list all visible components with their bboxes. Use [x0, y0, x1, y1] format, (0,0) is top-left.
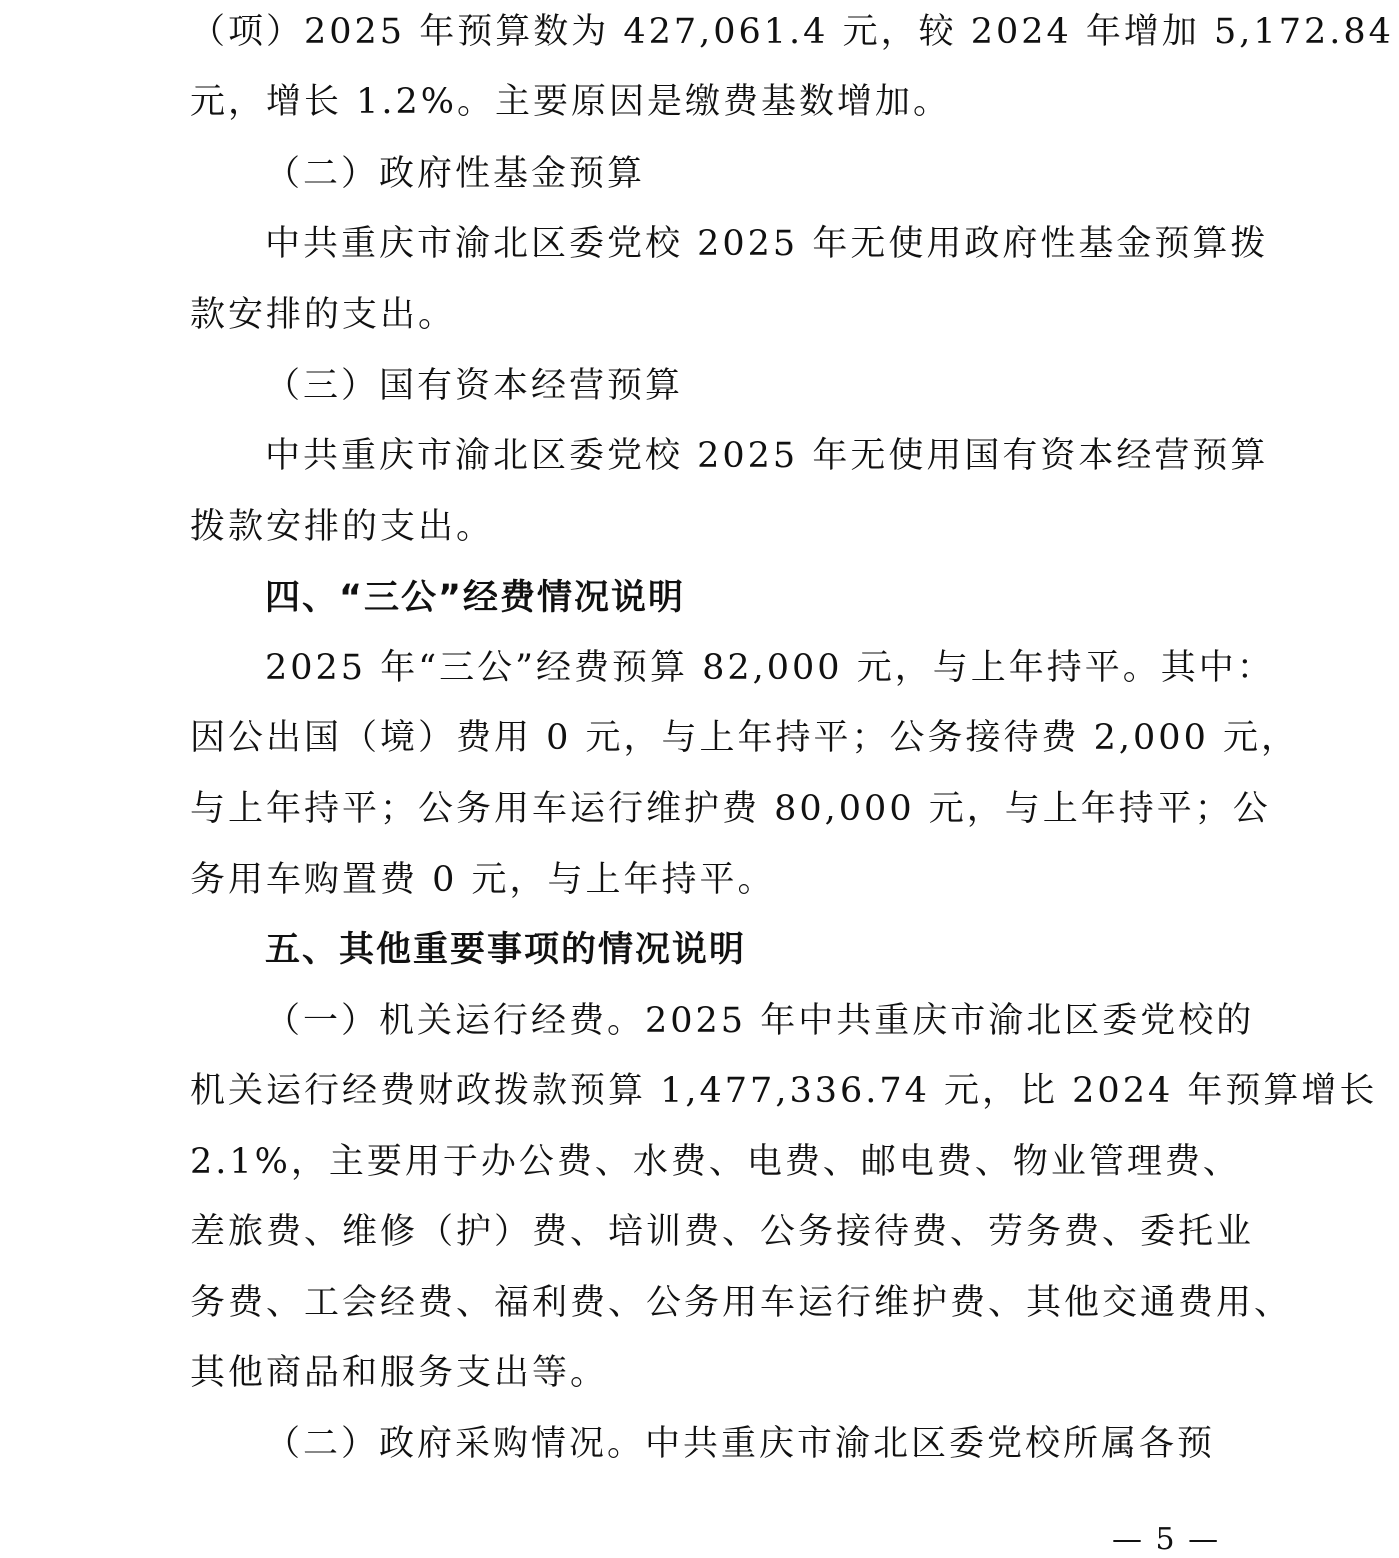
subsection-heading: （二）政府性基金预算 — [265, 154, 646, 194]
text-line: 务用车购置费 0 元，与上年持平。 — [190, 860, 776, 900]
text-line: 因公出国（境）费用 0 元，与上年持平；公务接待费 2,000 元， — [190, 718, 1299, 758]
text-line: 中共重庆市渝北区委党校 2025 年无使用政府性基金预算拨 — [265, 224, 1269, 264]
section-heading: 五、其他重要事项的情况说明 — [265, 930, 747, 970]
text-line: 与上年持平；公务用车运行维护费 80,000 元，与上年持平；公 — [190, 789, 1271, 829]
text-line: 款安排的支出。 — [190, 295, 457, 335]
text-line: 务费、工会经费、福利费、公务用车运行维护费、其他交通费用、 — [190, 1283, 1293, 1323]
text-line: 拨款安排的支出。 — [190, 507, 495, 547]
section-heading: 四、“三公”经费情况说明 — [265, 578, 686, 618]
subsection-heading: （三）国有资本经营预算 — [265, 366, 684, 406]
text-line: （一）机关运行经费。2025 年中共重庆市渝北区委党校的 — [265, 1001, 1255, 1041]
page-number: — 5 — — [1112, 1522, 1221, 1557]
text-line: （二）政府采购情况。中共重庆市渝北区委党校所属各预 — [265, 1424, 1216, 1464]
text-line: 2.1%，主要用于办公费、水费、电费、邮电费、物业管理费、 — [190, 1142, 1241, 1182]
text-line: 元，增长 1.2%。主要原因是缴费基数增加。 — [190, 82, 952, 122]
text-line: 2025 年“三公”经费预算 82,000 元，与上年持平。其中： — [265, 648, 1275, 688]
text-line: （项）2025 年预算数为 427,061.4 元，较 2024 年增加 5,172.84 — [190, 12, 1394, 52]
text-line: 其他商品和服务支出等。 — [190, 1353, 609, 1393]
text-line: 中共重庆市渝北区委党校 2025 年无使用国有资本经营预算 — [265, 436, 1269, 476]
text-line: 机关运行经费财政拨款预算 1,477,336.74 元，比 2024 年预算增长 — [190, 1071, 1378, 1111]
text-line: 差旅费、维修（护）费、培训费、公务接待费、劳务费、委托业 — [190, 1212, 1255, 1252]
